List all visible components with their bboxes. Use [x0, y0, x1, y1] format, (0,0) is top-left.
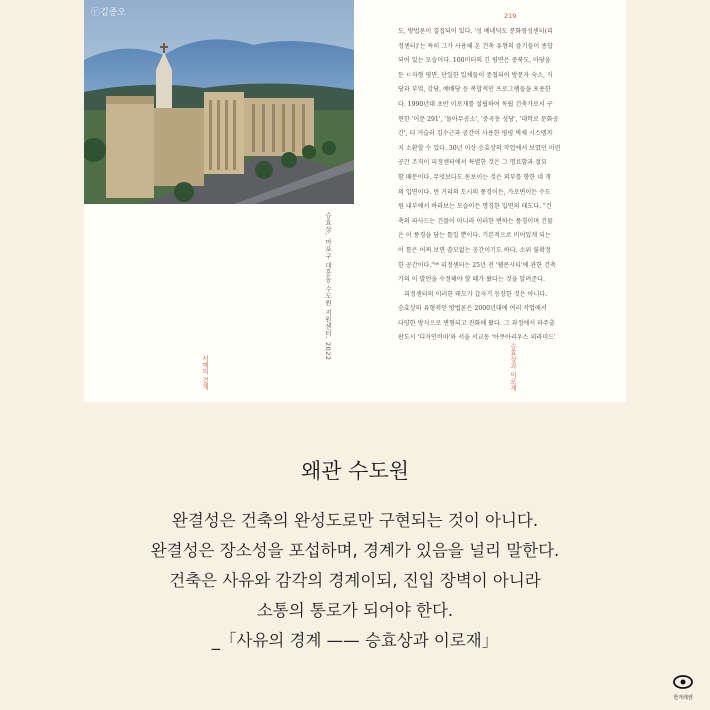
body-line: 간', 더 거슬러 김수근과 공간이 사용한 평평 벽체 시스템까 — [398, 130, 553, 138]
body-line: 한 공간이다."⁰⁸ 피정센터는 25년 전 '웰콘시티'에 관한 건축 — [398, 261, 556, 269]
body-line: 당과 부엌, 강당, 예배당 등 복합적인 프로그램들을 포용한 — [398, 86, 551, 94]
body-line: 지 소환할 수 있다. 30년 이상 승효상의 작업에서 보였던 이런 — [398, 144, 561, 152]
book-spread — [84, 0, 626, 402]
monastery-photo-image — [84, 0, 354, 204]
right-page-footer: 승효상과 이로재 — [509, 343, 517, 391]
left-page-footer: 서예의 결계 — [201, 355, 209, 390]
quote-line: 완결성은 건축의 완성도로만 구현되는 것이 아니다. — [171, 511, 539, 530]
photo-credit: ⓒ김종오 — [91, 8, 127, 18]
body-line: 공간 조직이 피정센터에서 특별한 것은 그 명료함과 절묘 — [398, 159, 547, 167]
body-line: 은 이 풍경을 담는 틀일 뿐이다. 기본적으로 비어있게 되는 — [398, 232, 551, 240]
body-line: 둔 ㄷ자형 평면, 단일한 입체들이 중첩되어 방문자 숙소, 식 — [398, 71, 553, 79]
body-line: 원 내부에서 바라보는 모습이든 명징한 입면의 태도다. "건 — [398, 203, 552, 211]
body-line: 현한 '이문 291', '돌아무공소', '중곡동 성당', '대학로 문화공 — [398, 115, 559, 123]
body-line: 되어 있는 모습이다. 100미터의 긴 평면은 중북도, 마당을 — [398, 57, 551, 65]
page-number: 219 — [504, 12, 517, 20]
body-line: 피정센터의 이러한 태도가 갑자기 등장한 것은 아니다. — [398, 290, 548, 298]
body-line: 승효상의 유형적인 방법론은 2000년대에 여러 작업에서 — [398, 305, 547, 313]
publisher-logo-icon — [673, 675, 693, 689]
body-line: 함 때문이다. 무엇보다도 돋보이는 것은 외부를 향한 네 개 — [398, 173, 551, 181]
body-line: 축의 파사드는 건물이 아니라 이러한 변하는 풍경이며 건물 — [398, 217, 553, 225]
quote-line: 건축은 사유와 감각의 경계이되, 진입 장벽이 아니라 — [169, 571, 541, 590]
quote-line: 소통의 통로가 되어야 한다. — [256, 601, 454, 620]
body-line: 의 입면이다. 먼 거리의 도시의 풍경이든, 가로변이든 수도 — [398, 188, 551, 196]
page-title: 왜관 수도원 — [300, 459, 410, 483]
body-line: 이 틀은 어쩌 보면 쓸모없는 공간이기도 하다. 소위 불확정 — [398, 246, 551, 254]
monastery-photo — [84, 0, 354, 204]
body-line: 다양한 방식으로 변형되고 진화해 왔다. 그 과정에서 파주출 — [398, 319, 555, 327]
body-line: 도, 방법론이 결집되어 있다. '성 베네딕도 문화영성센터(피 — [398, 28, 553, 35]
quote-source: _「사유의 경계 —— 승효상과 이로재」 — [211, 631, 499, 650]
quote-line: 완결성은 장소성을 포섭하며, 경계가 있음을 널리 말한다. — [150, 541, 560, 560]
quote-block — [0, 506, 710, 656]
body-line: 다. 1990년대 초반 이로재를 설립하여 독립 건축가로서 구 — [398, 100, 553, 108]
body-line: 판도시 '디자인비따'와 서울 서교동 '아쿠아리우스 피라미드' — [398, 334, 556, 342]
book-body-text — [398, 25, 604, 346]
publisher-logo-label: 한겨레엔 — [673, 695, 693, 701]
body-line: 정센터)'는 특히 그가 사용해 온 건축 유형의 즐기들이 종합 — [398, 42, 553, 50]
body-line: 가의 이 발언을 수정해야 할 때가 왔다는 것을 알려준다. — [398, 276, 545, 284]
photo-caption: 승효상, 마포구 대흥동 수도원 지원센터, 2022 — [324, 212, 332, 361]
publisher-logo — [668, 674, 698, 704]
